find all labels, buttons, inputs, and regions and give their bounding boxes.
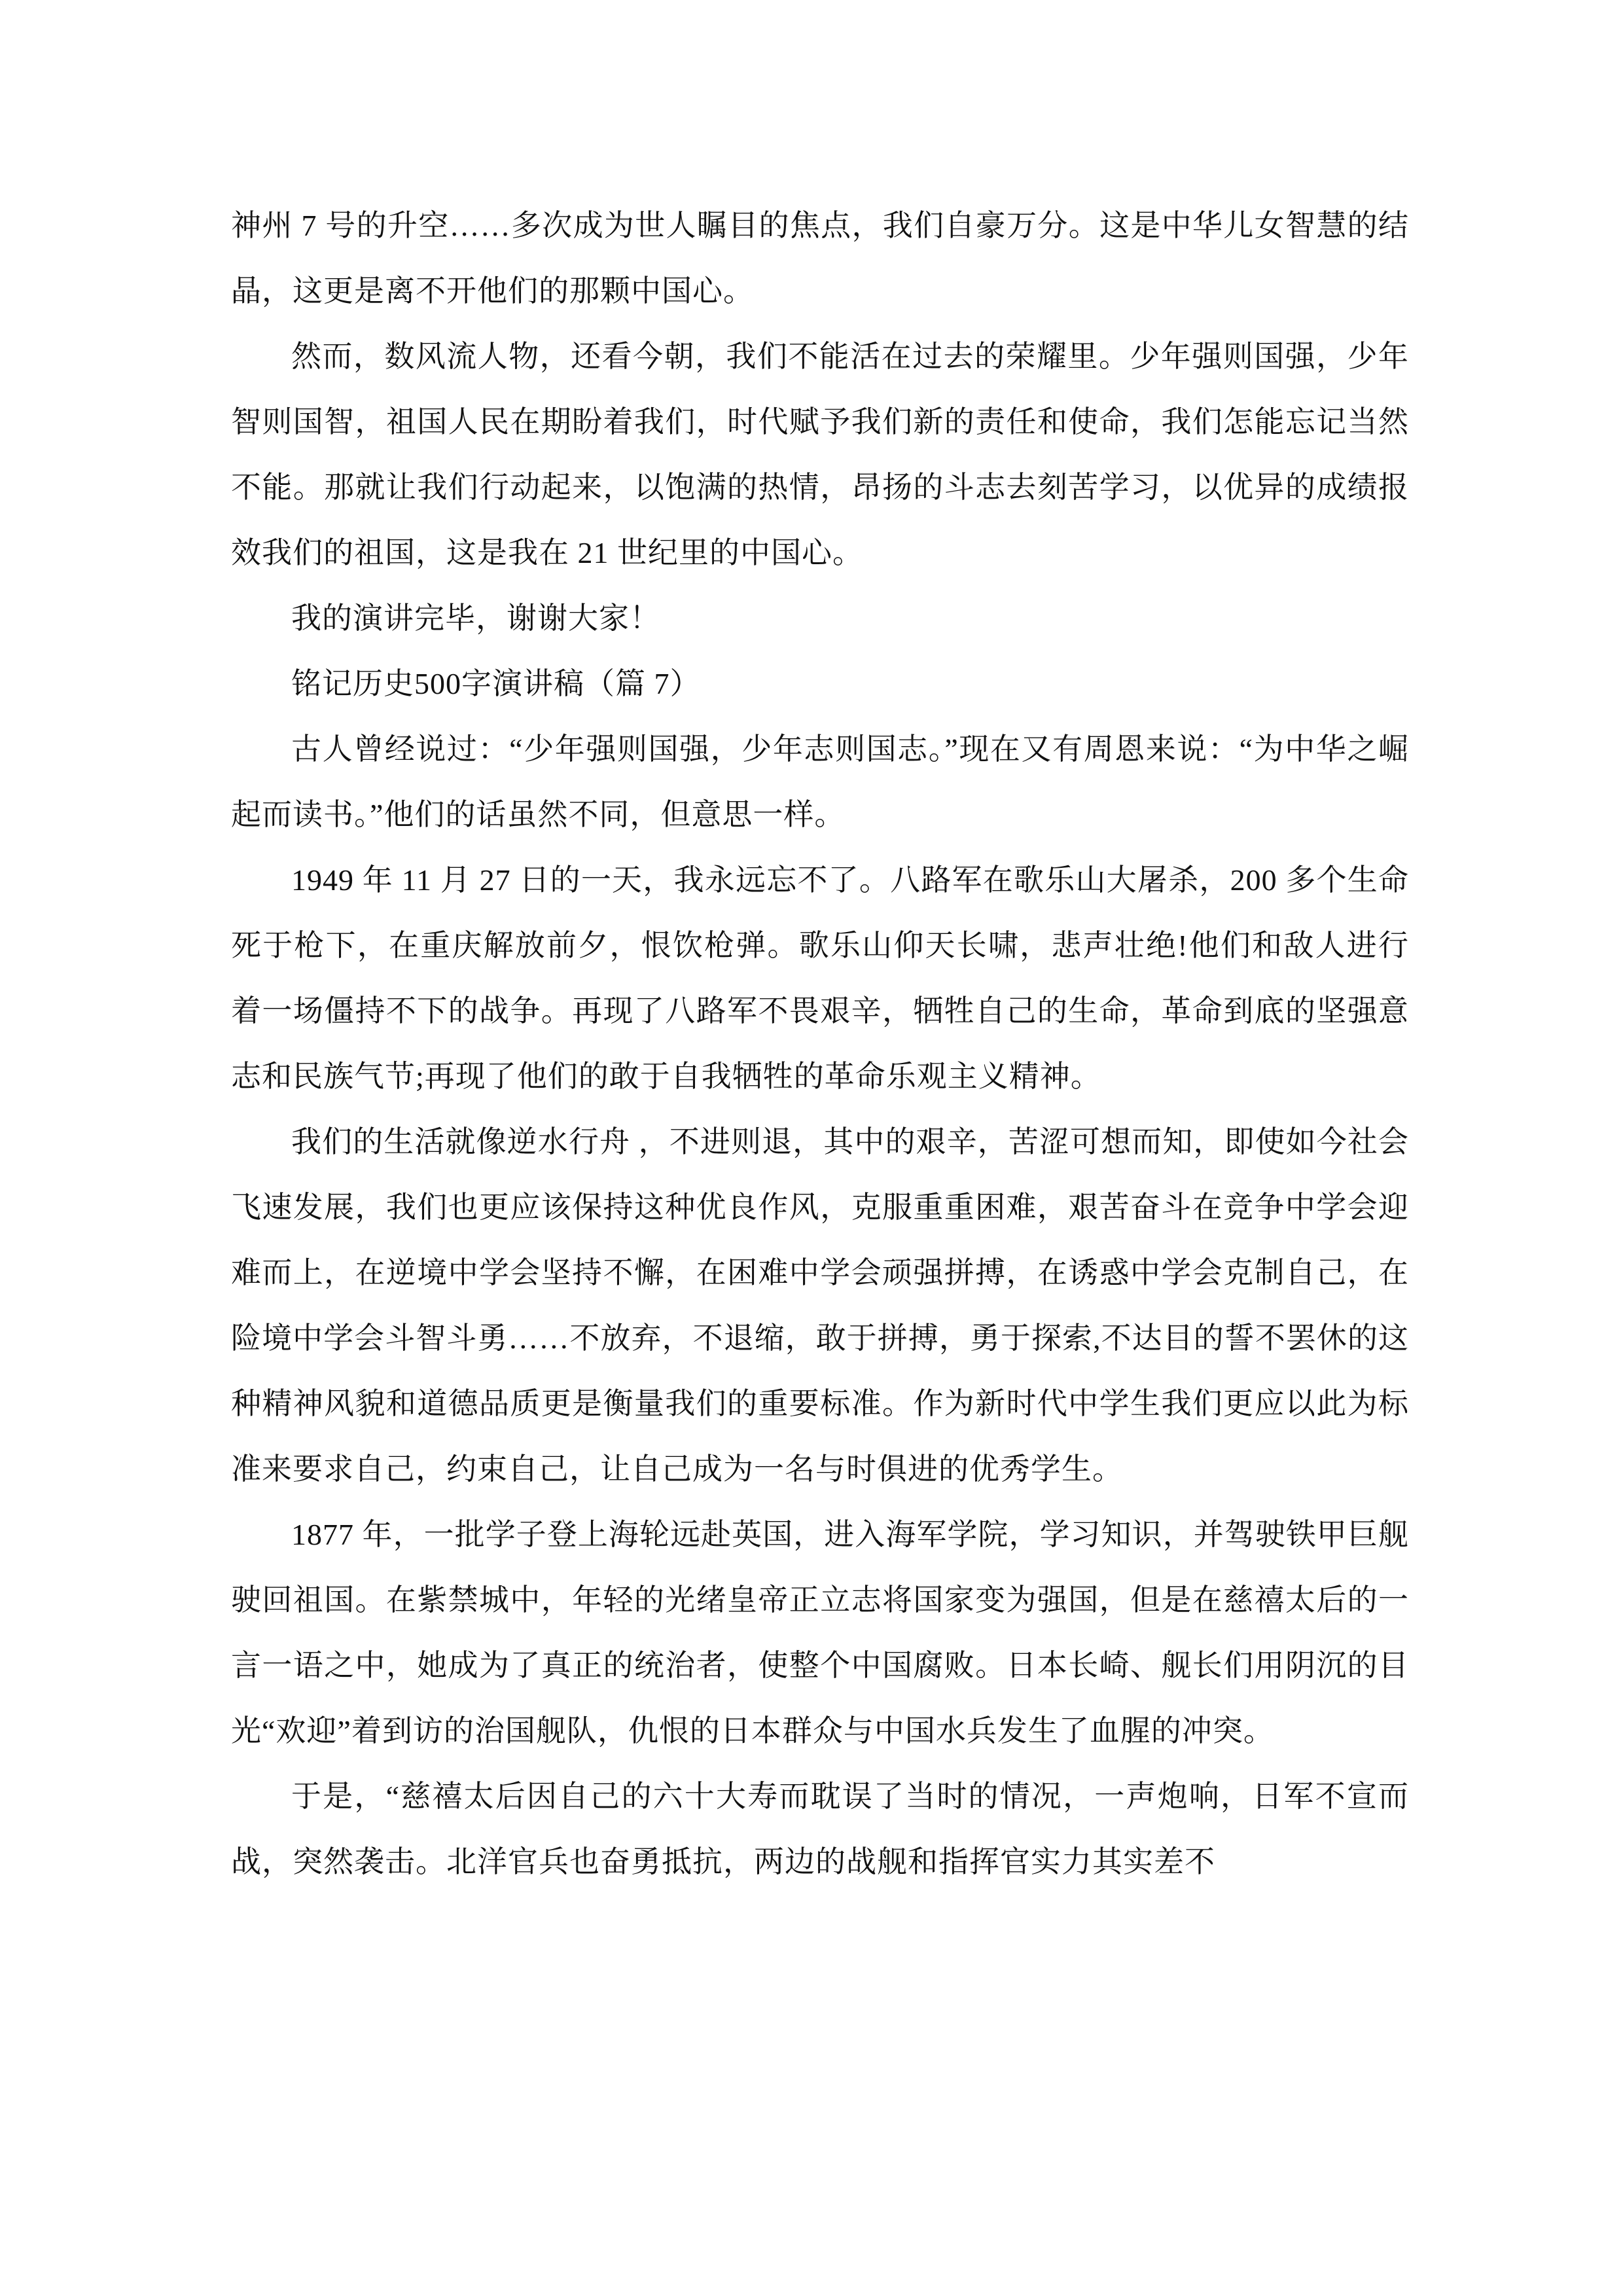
paragraph-closing: 我的演讲完毕，谢谢大家！ bbox=[291, 601, 660, 635]
paragraph-truncated: 于是，“慈禧太后因自己的六十大寿而耽误了当时的情况，一声炮响，日军不宣而战，突然袭击。北洋官兵也奋勇抵抗，两边的战舰和指挥官实力其实差不 bbox=[231, 1780, 1409, 1878]
section-heading: 铭记历史500字演讲稿（篇 7） bbox=[291, 667, 701, 700]
paragraph: 我们的生活就像逆水行舟 ，不进则退，其中的艰辛，苦涩可想而知，即使如今社会飞速发展，我们也更应该保持这种优良作风，克服重重困难，艰苦奋斗在竞争中学会迎难而上，在逆境中学会坚持不懈，在困难中学会顽强拼搏，在诱惑中学会克制自己，在险境中学会斗智斗勇……不放弃，不退缩，敢于拼搏，勇于探索,不达目的誓不罢休的这种精神风貌和道德品质更是衡量我们的重要标准。作为新时代中学生我们更应以此为标准来要求自己，约束自己，让自己成为一名与时俱进的优秀学生。 bbox=[231, 1125, 1409, 1486]
paragraph: 然而，数风流人物，还看今朝，我们不能活在过去的荣耀里。少年强则国强，少年智则国智，祖国人民在期盼着我们，时代赋予我们新的责任和使命，我们怎能忘记当然不能。那就让我们行动起来，以饱满的热情，昂扬的斗志去刻苦学习，以优异的成绩报效我们的祖国，这是我在 21 世纪里的中国心。 bbox=[231, 340, 1409, 569]
paragraph-continuation: 神州 7 号的升空……多次成为世人瞩目的焦点，我们自豪万分。这是中华儿女智慧的结晶，这更是离不开他们的那颗中国心。 bbox=[231, 209, 1409, 308]
paragraph: 古人曾经说过：“少年强则国强，少年志则国志。”现在又有周恩来说：“为中华之崛起而读书。”他们的话虽然不同，但意思一样。 bbox=[231, 732, 1409, 831]
paragraph: 1877 年，一批学子登上海轮远赴英国，进入海军学院，学习知识，并驾驶铁甲巨舰驶回祖国。在紫禁城中，年轻的光绪皇帝正立志将国家变为强国，但是在慈禧太后的一言一语之中，她成为了真正的统治者，使整个中国腐败。日本长崎、舰长们用阴沉的目光“欢迎”着到访的治国舰队，仇恨的日本群众与中国水兵发生了血腥的冲突。 bbox=[231, 1518, 1409, 1748]
paragraph: 1949 年 11 月 27 日的一天，我永远忘不了。八路军在歌乐山大屠杀，200 多个生命死于枪下，在重庆解放前夕，恨饮枪弹。歌乐山仰天长啸，悲声壮绝!他们和敌人进行着一场僵持不下的战争。再现了八路军不畏艰辛，牺牲自己的生命，革命到底的坚强意志和民族气节;再现了他们的敢于自我牺牲的革命乐观主义精神。 bbox=[231, 863, 1409, 1093]
document-content bbox=[231, 193, 1409, 1895]
